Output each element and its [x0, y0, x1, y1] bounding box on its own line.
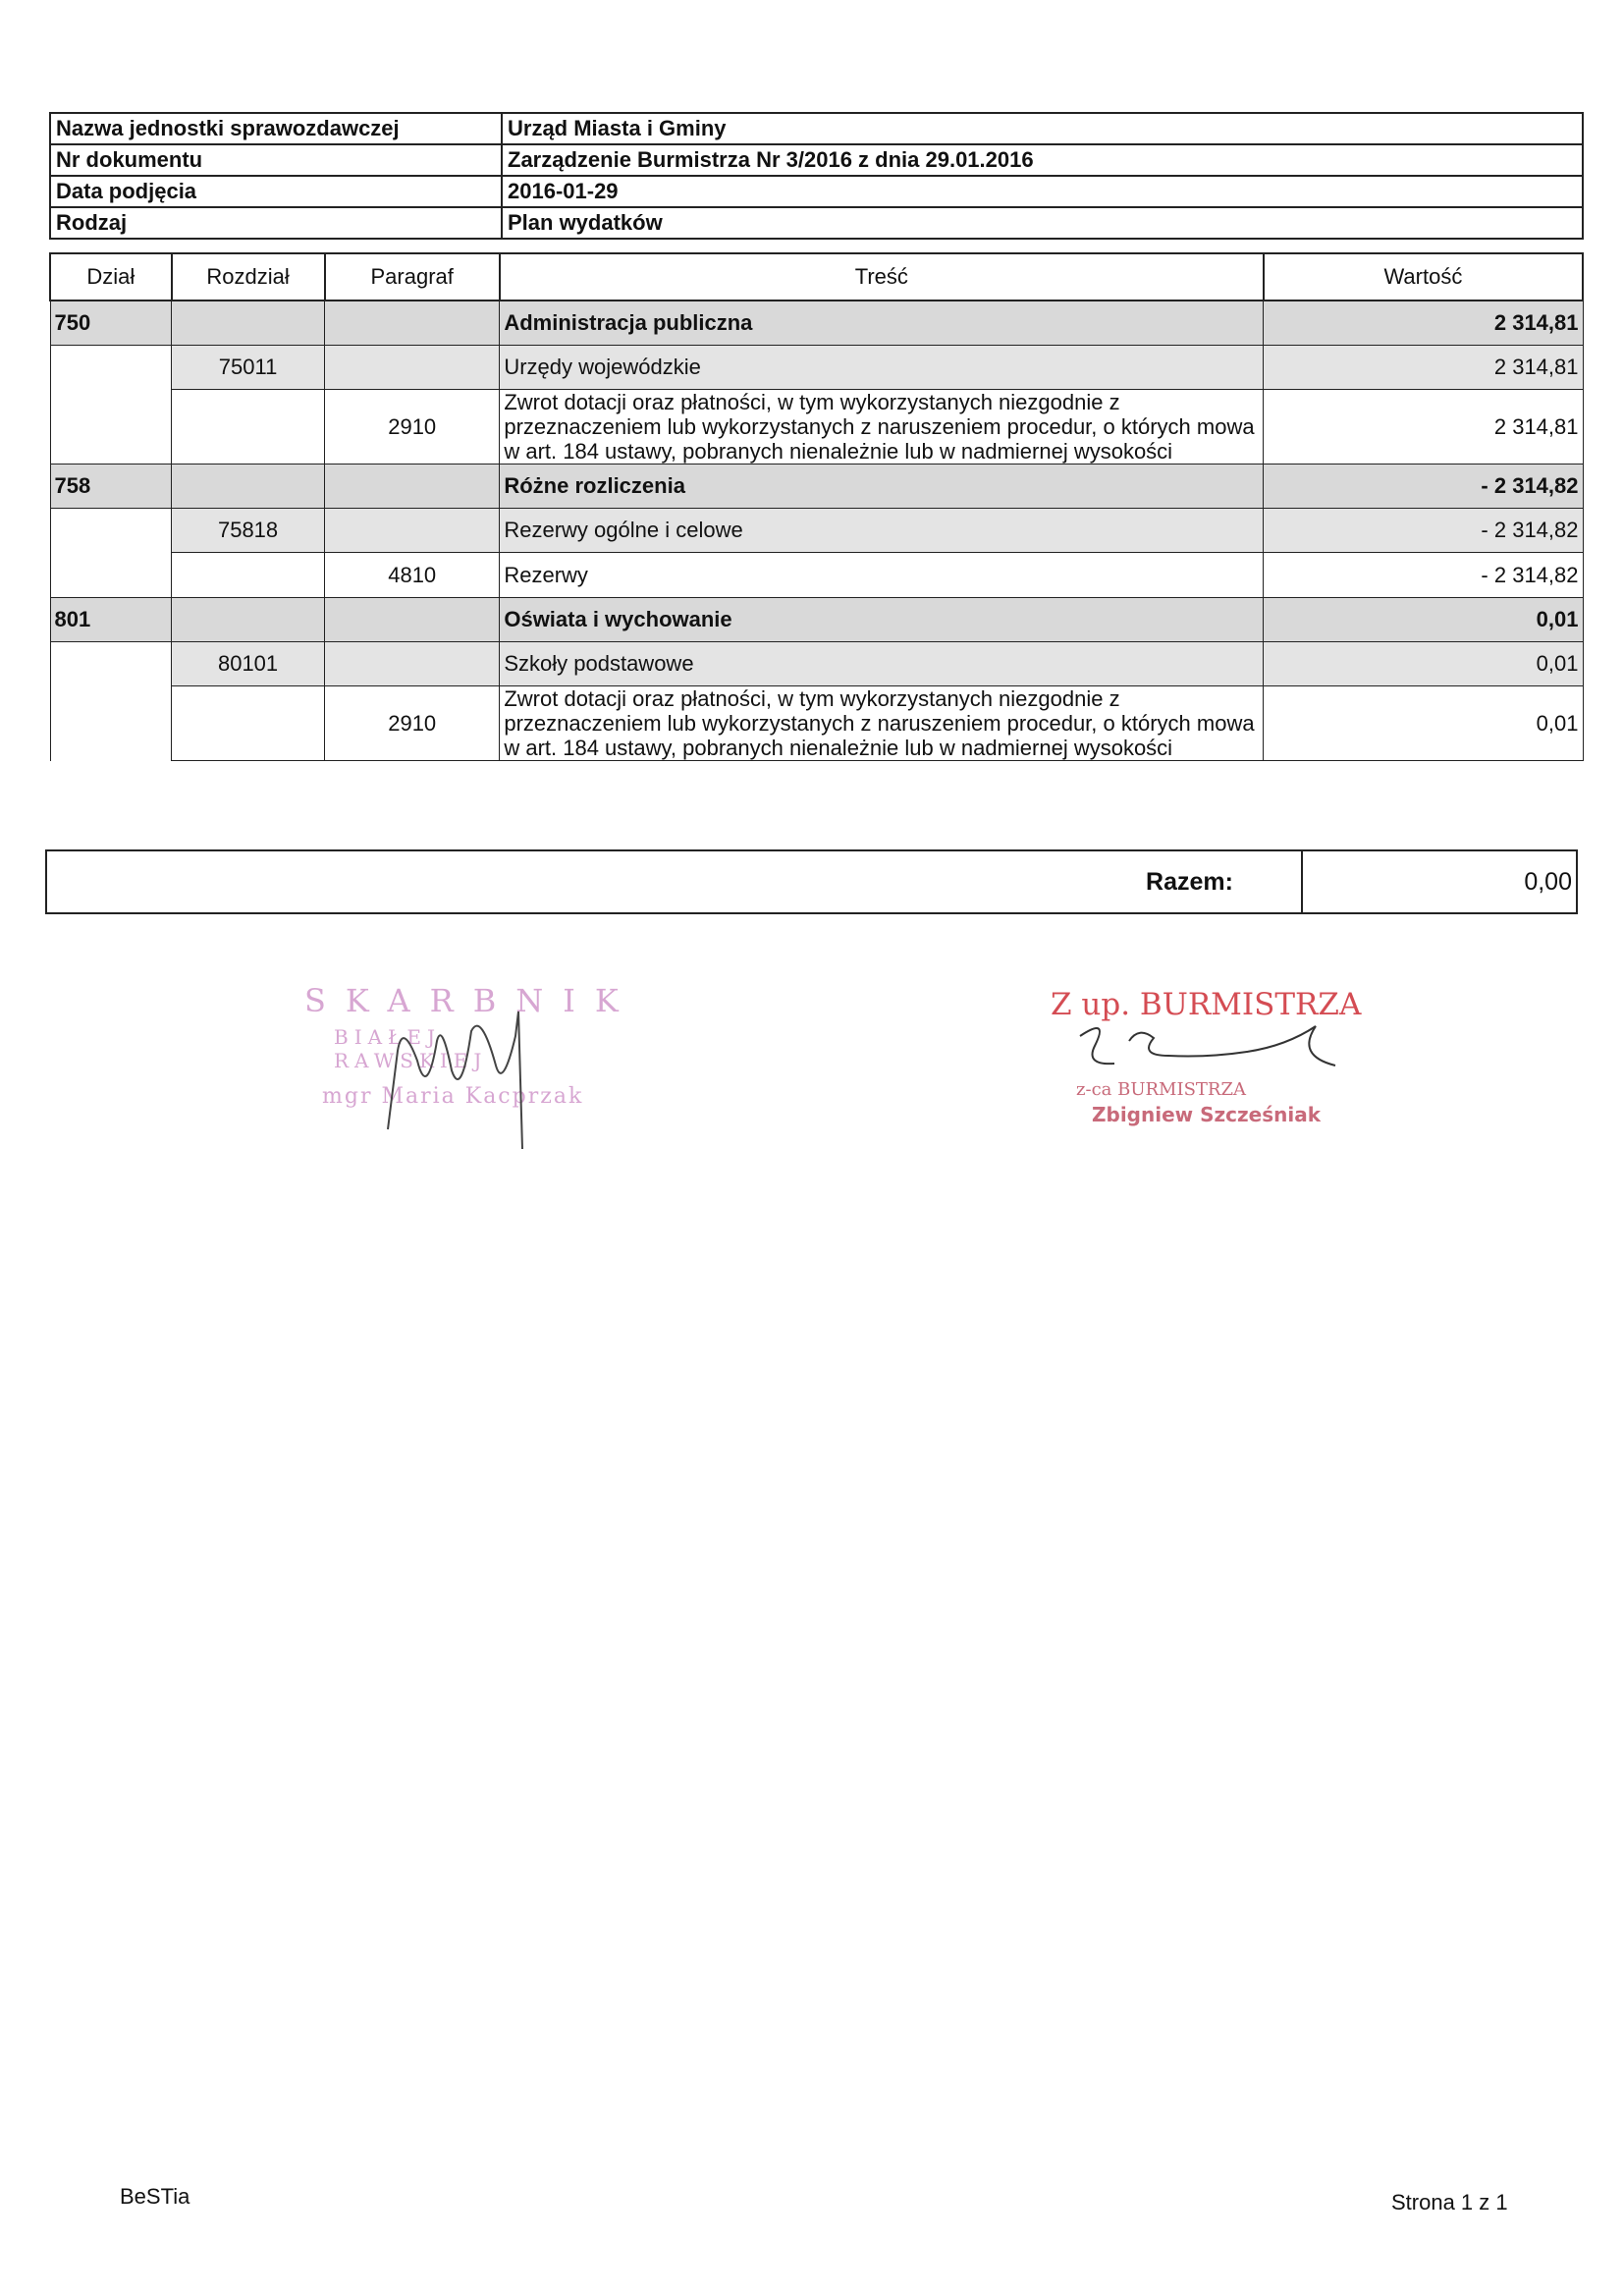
paragraf-row: [50, 553, 1583, 598]
empty-cell: [325, 465, 500, 509]
rozdzial-row: [50, 346, 1583, 390]
column-header-row: [50, 253, 1583, 301]
col-header-tresc: Treść: [500, 253, 1264, 301]
rozdzial-code: 75818: [172, 509, 325, 553]
paragraf-value: 2 314,81: [1264, 390, 1583, 465]
dzial-code: 801: [50, 598, 172, 642]
paragraf-value: - 2 314,82: [1264, 553, 1583, 598]
empty-cell: [325, 598, 500, 642]
empty-cell: [325, 301, 500, 346]
paragraf-row: [50, 390, 1583, 465]
dzial-name: Administracja publiczna: [500, 301, 1264, 346]
header-row-unit: [50, 113, 1583, 144]
paragraf-name: Zwrot dotacji oraz płatności, w tym wykorzystanych niezgodnie z przeznaczeniem lub wykorzystanych z naruszeniem procedur, o których mowa w art. 184 ustawy, pobranych nienależnie lub w nadmiernej wysokości: [500, 686, 1264, 761]
empty-cell: [325, 509, 500, 553]
empty-cell: [50, 509, 172, 553]
dzial-value: 0,01: [1264, 598, 1583, 642]
col-header-dzial: Dział: [50, 253, 172, 301]
rozdzial-name: Szkoły podstawowe: [500, 642, 1264, 686]
treasurer-stamp-title: SKARBNIK: [304, 982, 638, 1019]
empty-cell: [172, 301, 325, 346]
header-value-type: Plan wydatków: [502, 207, 1583, 239]
treasurer-stamp-town: BIAŁEJ RAWSKIEJ: [334, 1025, 488, 1072]
footer-software: BeSTia: [120, 2184, 190, 2209]
rozdzial-code: 75011: [172, 346, 325, 390]
paragraf-value: 0,01: [1264, 686, 1583, 761]
empty-cell: [172, 553, 325, 598]
header-label-date: Data podjęcia: [50, 176, 502, 207]
header-label-unit: Nazwa jednostki sprawozdawczej: [50, 113, 502, 144]
paragraf-code: 2910: [325, 390, 500, 465]
total-label: Razem:: [1078, 851, 1303, 912]
empty-cell: [172, 686, 325, 761]
header-row-docnum: [50, 144, 1583, 176]
expenditure-plan-table: [49, 252, 1584, 761]
col-header-rozdzial: Rozdział: [172, 253, 325, 301]
dzial-row: [50, 465, 1583, 509]
rozdzial-value: 0,01: [1264, 642, 1583, 686]
rozdzial-value: - 2 314,82: [1264, 509, 1583, 553]
empty-cell: [50, 553, 172, 598]
dzial-code: 758: [50, 465, 172, 509]
empty-cell: [50, 390, 172, 465]
header-value-docnum: Zarządzenie Burmistrza Nr 3/2016 z dnia 29.01.2016: [502, 144, 1583, 176]
paragraf-name: Zwrot dotacji oraz płatności, w tym wykorzystanych niezgodnie z przeznaczeniem lub wykorzystanych z naruszeniem procedur, o których mowa w art. 184 ustawy, pobranych nienależnie lub w nadmiernej wysokości: [500, 390, 1264, 465]
dzial-name: Oświata i wychowanie: [500, 598, 1264, 642]
mayor-stamp-title: Z up. BURMISTRZA: [1051, 987, 1362, 1022]
header-value-date: 2016-01-29: [502, 176, 1583, 207]
dzial-name: Różne rozliczenia: [500, 465, 1264, 509]
dzial-code: 750: [50, 301, 172, 346]
dzial-row: [50, 598, 1583, 642]
empty-cell: [50, 346, 172, 390]
rozdzial-value: 2 314,81: [1264, 346, 1583, 390]
dzial-value: - 2 314,82: [1264, 465, 1583, 509]
header-value-unit: Urząd Miasta i Gminy: [502, 113, 1583, 144]
rozdzial-code: 80101: [172, 642, 325, 686]
header-row-type: [50, 207, 1583, 239]
total-box: [45, 849, 1578, 914]
empty-cell: [325, 642, 500, 686]
mayor-signature-icon: [1041, 987, 1394, 1085]
dzial-value: 2 314,81: [1264, 301, 1583, 346]
treasurer-signature-icon: [295, 982, 589, 1149]
col-header-wartosc: Wartość: [1264, 253, 1583, 301]
dzial-row: [50, 301, 1583, 346]
header-label-docnum: Nr dokumentu: [50, 144, 502, 176]
footer-page-number: Strona 1 z 1: [1391, 2190, 1508, 2214]
empty-cell: [172, 598, 325, 642]
paragraf-name: Rezerwy: [500, 553, 1264, 598]
paragraf-code: 4810: [325, 553, 500, 598]
paragraf-row: [50, 686, 1583, 761]
empty-cell: [172, 465, 325, 509]
empty-cell: [172, 390, 325, 465]
rozdzial-name: Rezerwy ogólne i celowe: [500, 509, 1264, 553]
empty-cell: [50, 686, 172, 761]
col-header-paragraf: Paragraf: [325, 253, 500, 301]
mayor-stamp-name: Zbigniew Szcześniak: [1092, 1103, 1321, 1126]
header-label-type: Rodzaj: [50, 207, 502, 239]
mayor-stamp-role: z-ca BURMISTRZA: [1076, 1079, 1246, 1100]
rozdzial-row: [50, 642, 1583, 686]
treasurer-stamp-name: mgr Maria Kacprzak: [322, 1084, 584, 1109]
document-header-table: [49, 112, 1584, 240]
header-row-date: [50, 176, 1583, 207]
rozdzial-row: [50, 509, 1583, 553]
mayor-stamp: [1041, 987, 1394, 1144]
empty-cell: [325, 346, 500, 390]
treasurer-stamp: [295, 982, 638, 1149]
paragraf-code: 2910: [325, 686, 500, 761]
rozdzial-name: Urzędy wojewódzkie: [500, 346, 1264, 390]
empty-cell: [50, 642, 172, 686]
total-value: 0,00: [1524, 868, 1572, 896]
